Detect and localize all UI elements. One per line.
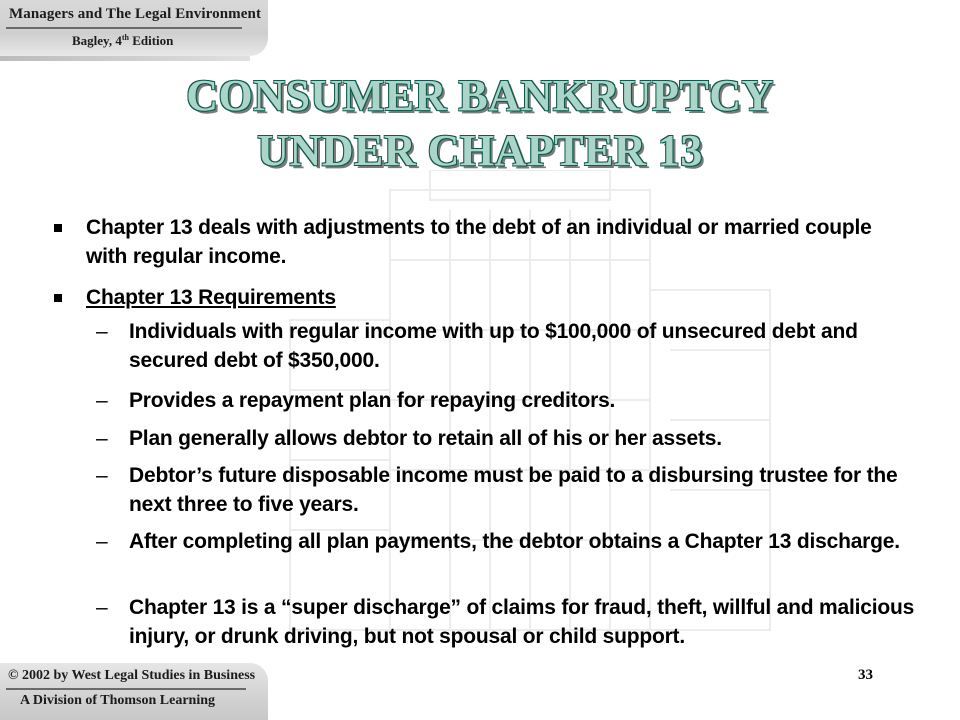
publisher-text: A Division of Thomson Learning <box>20 693 216 708</box>
page-number: 33 <box>858 667 873 683</box>
sub-item-1 <box>96 317 919 375</box>
footer-divider <box>6 688 246 690</box>
sub-item-3 <box>96 424 919 453</box>
sub-item-text-4: Debtor’s future disposable income must be paid to a disbursing trustee for the next three to five years. <box>129 464 898 516</box>
edition-ordinal: th <box>121 33 129 42</box>
edition-word: Edition <box>128 33 174 48</box>
bullet-text-1: Chapter 13 deals with adjustments to the debt of an individual or married couple with regular income. <box>86 216 872 268</box>
sub-item-5 <box>96 527 919 556</box>
sub-item-6 <box>96 593 919 651</box>
sub-item-text-6: Chapter 13 is a “super discharge” of claims for fraud, theft, willful and malicious injury, or drunk driving, but not spousal or child support. <box>129 596 915 648</box>
sub-item-text-1: Individuals with regular income with up to $100,000 of unsecured debt and secured debt of $350,000. <box>129 320 858 372</box>
dash-bullet-icon: – <box>96 464 108 487</box>
bullet-item-2 <box>86 283 916 312</box>
slide-title-line-1: CONSUMER BANKRUPTCY <box>186 71 774 120</box>
sub-item-2 <box>96 386 919 415</box>
sub-item-text-3: Plan generally allows debtor to retain all of his or her assets. <box>129 427 722 450</box>
slide-title-line-2: UNDER CHAPTER 13 <box>257 126 703 175</box>
sub-item-4 <box>96 461 919 519</box>
dash-bullet-icon: – <box>96 427 108 450</box>
dash-bullet-icon: – <box>96 530 108 553</box>
dash-bullet-icon: – <box>96 320 108 343</box>
dash-bullet-icon: – <box>96 389 108 412</box>
sub-item-text-5: After completing all plan payments, the debtor obtains a Chapter 13 discharge. <box>129 530 900 553</box>
square-bullet-icon <box>54 224 62 232</box>
bullet-text-2: Chapter 13 Requirements <box>86 286 336 309</box>
course-title: Managers and The Legal Environment <box>9 6 262 22</box>
sub-item-text-2: Provides a repayment plan for repaying creditors. <box>129 389 616 412</box>
dash-bullet-icon: – <box>96 596 108 619</box>
copyright-text: © 2002 by West Legal Studies in Business <box>8 668 256 683</box>
bullet-item-1 <box>86 213 916 271</box>
author-edition-number: Bagley, 4 <box>72 33 122 48</box>
square-bullet-icon <box>54 294 62 302</box>
